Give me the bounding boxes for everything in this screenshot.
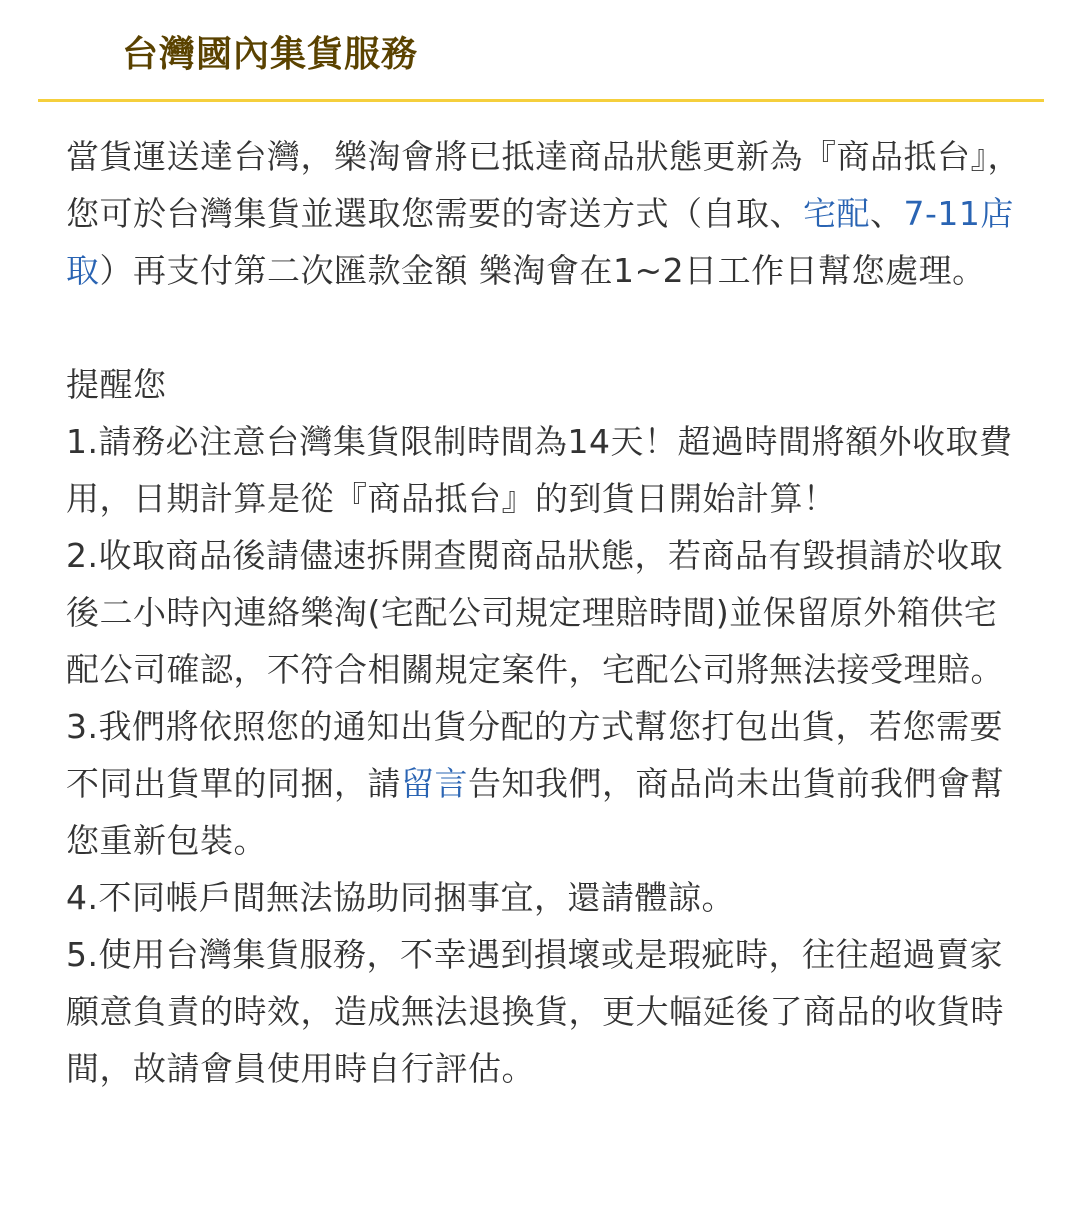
reminder-item-4: 4.不同帳戶間無法協助同捆事宜，還請體諒。 <box>66 878 735 917</box>
intro-text-2: ）再支付第二次匯款金額 樂淘會在1~2日工作日幫您處理。 <box>99 251 986 290</box>
leave-message-link[interactable]: 留言 <box>401 764 468 803</box>
content-body <box>66 128 1021 1097</box>
intro-paragraph <box>66 128 1021 299</box>
section-title: 台灣國內集貨服務 <box>122 34 419 75</box>
home-delivery-link[interactable]: 宅配 <box>803 194 870 233</box>
intro-text-1: 當貨運送達台灣，樂淘會將已抵達商品狀態更新為『商品抵台』， 您可於台灣集貨並選取您需要的寄送方式（自取、 <box>66 137 1021 233</box>
title-underline <box>38 99 1044 102</box>
seven-eleven-pickup-link[interactable]: 7-11店取 <box>66 194 1014 290</box>
paragraph-spacer <box>66 299 1021 356</box>
intro-separator: 、 <box>870 194 904 233</box>
reminder-item-1: 1.請務必注意台灣集貨限制時間為14天！超過時間將額外收取費用，日期計算是從『商品抵台』的到貨日開始計算！ <box>66 422 1013 518</box>
reminder-item-3-text-2: 告知我們，商品尚未出貨前我們會幫您重新包裝。 <box>66 764 1004 860</box>
reminder-item-5: 5.使用台灣集貨服務，不幸遇到損壞或是瑕疵時，往往超過賣家願意負責的時效，造成無法退換貨，更大幅延後了商品的收貨時間，故請會員使用時自行評估。 <box>66 935 1004 1088</box>
reminder-item-3-text-1: 3.我們將依照您的通知出貨分配的方式幫您打包出貨，若您需要不同出貨單的同捆，請 <box>66 707 1003 803</box>
section-header <box>0 0 1080 100</box>
reminder-item-3 <box>66 698 1021 869</box>
reminder-heading: 提醒您 <box>66 365 167 404</box>
reminder-item-2: 2.收取商品後請儘速拆開查閱商品狀態，若商品有毀損請於收取後二小時內連絡樂淘(宅配公司規定理賠時間)並保留原外箱供宅配公司確認，不符合相關規定案件，宅配公司將無法接受理賠。 <box>66 536 1004 689</box>
